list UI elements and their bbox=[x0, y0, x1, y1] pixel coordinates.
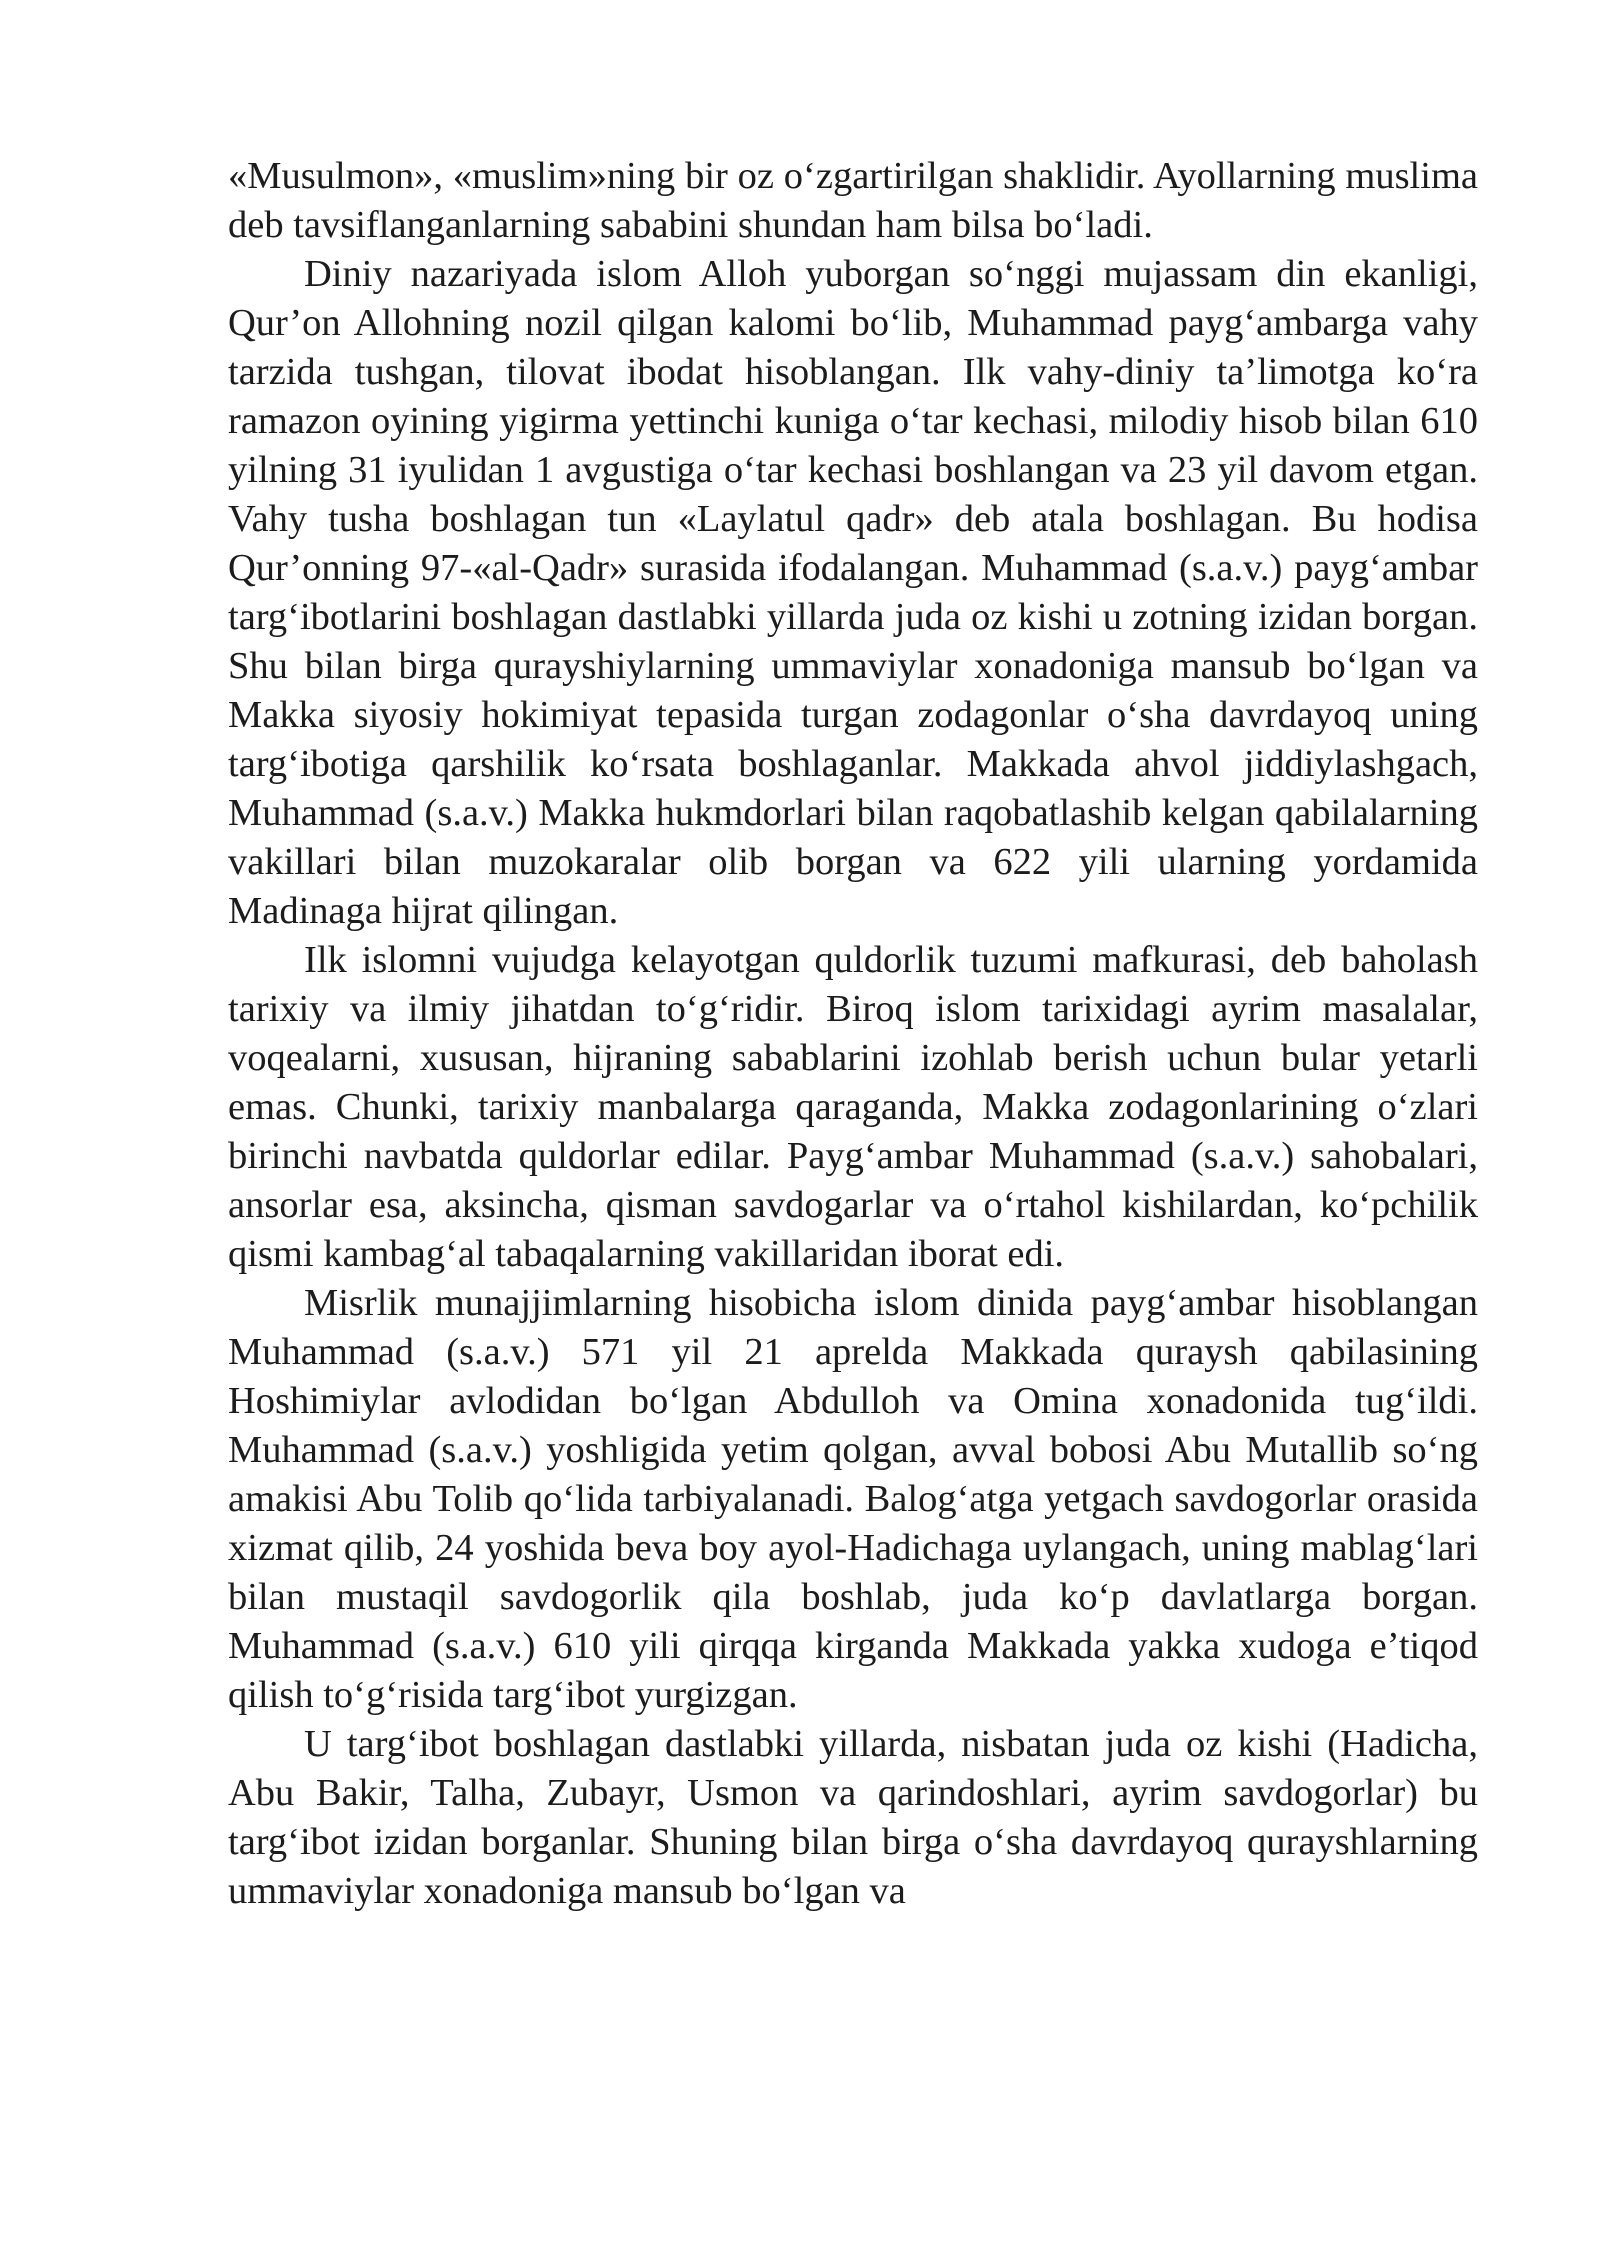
paragraph: Diniy nazariyada islom Alloh yuborgan so‘nggi mujassam din ekanligi, Qur’on Allohning nozil qilgan kalomi bo‘lib, Muhammad payg‘ambarga vahy tarzida tushgan, tilovat ibodat hisoblangan. Ilk vahy-diniy ta’limotga ko‘ra ramazon oyining yigirma yettinchi kuniga o‘tar kechasi, milodiy hisob bilan 610 yilning 31 iyulidan 1 avgustiga o‘tar kechasi boshlangan va 23 yil davom etgan. Vahy tusha boshlagan tun «Laylatul qadr» deb atala boshlagan. Bu hodisa Qur’onning 97-«al-Qadr» surasida ifodalangan. Muhammad (s.a.v.) payg‘ambar targ‘ibotlarini boshlagan dastlabki yillarda juda oz kishi u zotning izidan borgan. Shu bilan birga qurayshiylarning ummaviylar xonadoniga mansub bo‘lgan va Makka siyosiy hokimiyat tepasida turgan zodagonlar o‘sha davrdayoq uning targ‘ibotiga qarshilik ko‘rsata boshlaganlar. Makkada ahvol jiddiylashgach, Muhammad (s.a.v.) Makka hukmdorlari bilan raqobatlashib kelgan qabilalarning vakillari bilan muzokaralar olib borgan va 622 yili ularning yordamida Madinaga hijrat qilingan. bbox=[228, 253, 1478, 932]
document-page bbox=[228, 152, 1478, 1916]
paragraph: «Musulmon», «muslim»ning bir oz o‘zgartirilgan shaklidir. Ayollarning muslima deb tavsiflanganlarning sababini shundan ham bilsa bo‘ladi. bbox=[228, 155, 1478, 246]
paragraph: Ilk islomni vujudga kelayotgan quldorlik tuzumi mafkurasi, deb baholash tarixiy va ilmiy jihatdan to‘g‘ridir. Biroq islom tarixidagi ayrim masalalar, voqealarni, xususan, hijraning sabablarini izohlab berish uchun bular yetarli emas. Chunki, tarixiy manbalarga qaraganda, Makka zodagonlarining o‘zlari birinchi navbatda quldorlar edilar. Payg‘ambar Muhammad (s.a.v.) sahobalari, ansorlar esa, aksincha, qisman savdogarlar va o‘rtahol kishilardan, ko‘pchilik qismi kambag‘al tabaqalarning vakillaridan iborat edi. bbox=[228, 939, 1478, 1275]
paragraph: U targ‘ibot boshlagan dastlabki yillarda, nisbatan juda oz kishi (Hadicha, Abu Bakir, Talha, Zubayr, Usmon va qarindoshlari, ayrim savdogorlar) bu targ‘ibot izidan borganlar. Shuning bilan birga o‘sha davrdayoq qurayshlarning ummaviylar xonadoniga mansub bo‘lgan va bbox=[228, 1723, 1478, 1912]
paragraph: Misrlik munajjimlarning hisobicha islom dinida payg‘ambar hisoblangan Muhammad (s.a.v.) 571 yil 21 aprelda Makkada quraysh qabilasining Hoshimiylar avlodidan bo‘lgan Abdulloh va Omina xonadonida tug‘ildi. Muhammad (s.a.v.) yoshligida yetim qolgan, avval bobosi Abu Mutallib so‘ng amakisi Abu Tolib qo‘lida tarbiyalanadi. Balog‘atga yetgach savdogorlar orasida xizmat qilib, 24 yoshida beva boy ayol-Hadichaga uylangach, uning mablag‘lari bilan mustaqil savdogorlik qila boshlab, juda ko‘p davlatlarga borgan. Muhammad (s.a.v.) 610 yili qirqqa kirganda Makkada yakka xudoga e’tiqod qilish to‘g‘risida targ‘ibot yurgizgan. bbox=[228, 1282, 1478, 1716]
